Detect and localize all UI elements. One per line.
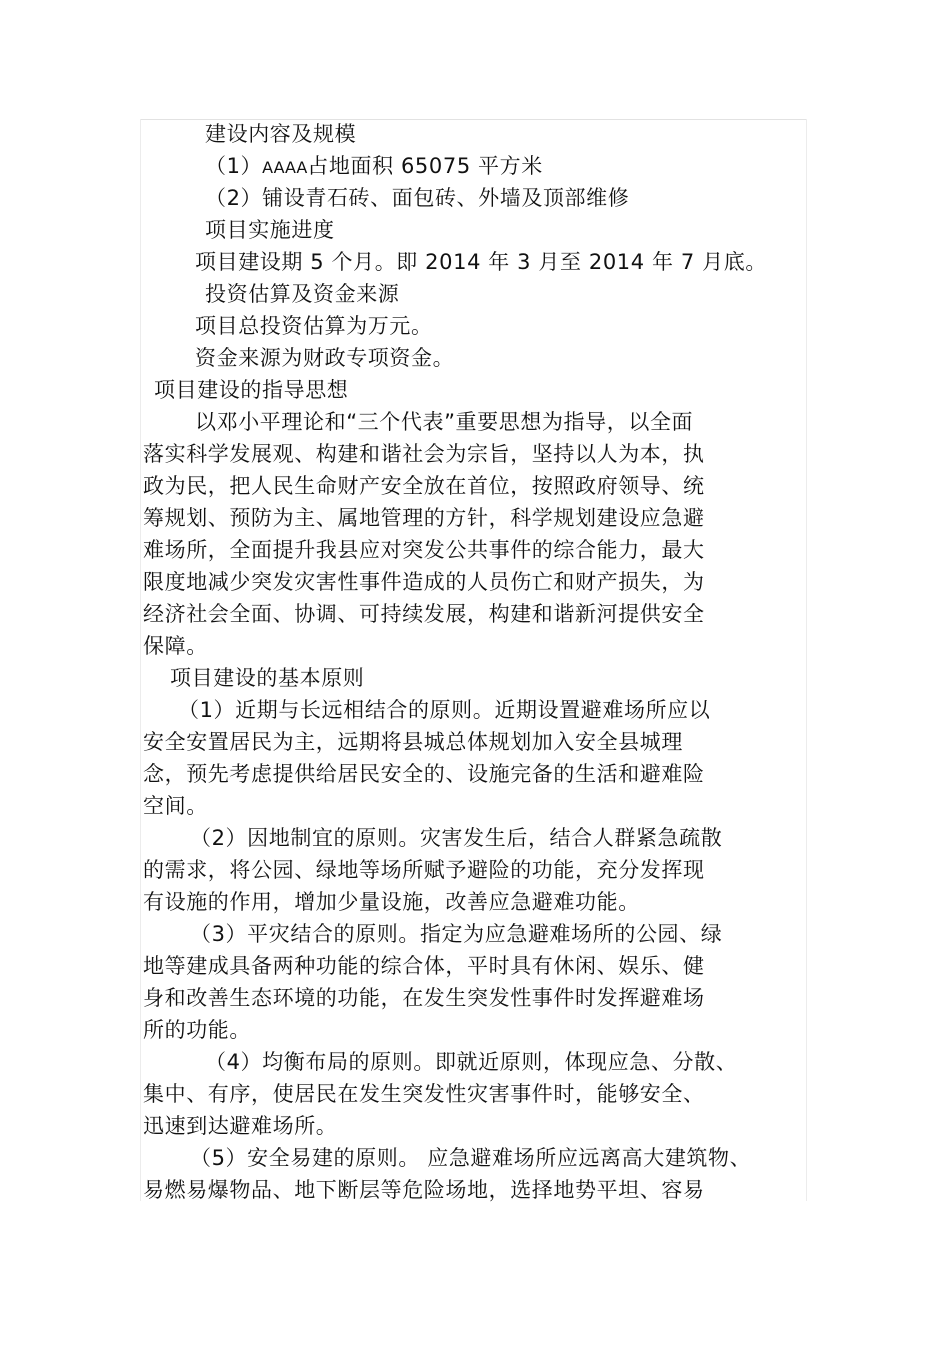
- page-frame-right: [806, 119, 807, 1201]
- principle-4-line: 集中、有序，使居民在发生突发性灾害事件时，能够安全、: [143, 1082, 705, 1106]
- principle-4-line: （4）均衡布局的原则。即就近原则，体现应急、分散、: [205, 1050, 738, 1074]
- investment-text: 项目总投资估算为万元。: [195, 314, 433, 338]
- section-heading-schedule: 项目实施进度: [205, 218, 335, 242]
- guiding-paragraph-line: 落实科学发展观、构建和谐社会为宗旨，坚持以人为本，执: [143, 442, 705, 466]
- principle-3-line: 地等建成具备两种功能的综合体，平时具有休闲、娱乐、健: [143, 954, 705, 978]
- guiding-paragraph-line: 难场所，全面提升我县应对突发公共事件的综合能力，最大: [143, 538, 705, 562]
- guiding-paragraph-line: 政为民，把人民生命财产安全放在首位，按照政府领导、统: [143, 474, 705, 498]
- scope-item-2-line: （2）铺设青石砖、面包砖、外墙及顶部维修: [205, 186, 630, 210]
- guiding-paragraph-line: 经济社会全面、协调、可持续发展，构建和谐新河提供安全: [143, 602, 705, 626]
- page-frame-top: [140, 119, 807, 120]
- item-number: （1）: [205, 154, 263, 178]
- scope-item-1-line: [205, 153, 543, 181]
- funding-text: 资金来源为财政专项资金。: [195, 346, 455, 370]
- schedule-text: 项目建设期 5 个月。即 2014 年 3 月至 2014 年 7 月底。: [195, 250, 767, 274]
- area-text: 占地面积 65075 平方米: [307, 154, 543, 178]
- principle-5-line: （5）安全易建的原则。 应急避难场所应远离高大建筑物、: [190, 1146, 752, 1170]
- principle-5-line: 易燃易爆物品、地下断层等危险场地，选择地势平坦、容易: [143, 1178, 705, 1202]
- guiding-paragraph-line: 以邓小平理论和“三个代表”重要思想为指导，以全面: [195, 410, 694, 434]
- principle-3-line: 所的功能。: [143, 1018, 251, 1042]
- page-frame-left: [140, 119, 141, 1201]
- section-heading-guiding: 项目建设的指导思想: [154, 378, 349, 402]
- guiding-paragraph-line: 保障。: [143, 634, 208, 658]
- principle-2-line: 的需求，将公园、绿地等场所赋予避险的功能，充分发挥现: [143, 858, 705, 882]
- aaaa-mark: AAAA: [262, 158, 308, 177]
- guiding-paragraph-line: 筹规划、预防为主、属地管理的方针，科学规划建设应急避: [143, 506, 705, 530]
- principle-4-line: 迅速到达避难场所。: [143, 1114, 338, 1138]
- principle-1-line: （1）近期与长远相结合的原则。近期设置避难场所应以: [178, 698, 711, 722]
- section-heading-principles: 项目建设的基本原则: [170, 666, 365, 690]
- principle-3-line: 身和改善生态环境的功能，在发生突发性事件时发挥避难场: [143, 986, 705, 1010]
- principle-1-line: 安全安置居民为主，远期将县城总体规划加入安全县城理: [143, 730, 683, 754]
- guiding-paragraph-line: 限度地减少突发灾害性事件造成的人员伤亡和财产损失，为: [143, 570, 705, 594]
- principle-1-line: 空间。: [143, 794, 208, 818]
- principle-2-line: （2）因地制宜的原则。灾害发生后，结合人群紧急疏散: [190, 826, 723, 850]
- section-heading-scope: 建设内容及规模: [205, 122, 357, 146]
- section-heading-investment: 投资估算及资金来源: [205, 282, 400, 306]
- principle-2-line: 有设施的作用，增加少量设施，改善应急避难功能。: [143, 890, 640, 914]
- principle-3-line: （3）平灾结合的原则。指定为应急避难场所的公园、绿: [190, 922, 723, 946]
- principle-1-line: 念，预先考虑提供给居民安全的、设施完备的生活和避难险: [143, 762, 705, 786]
